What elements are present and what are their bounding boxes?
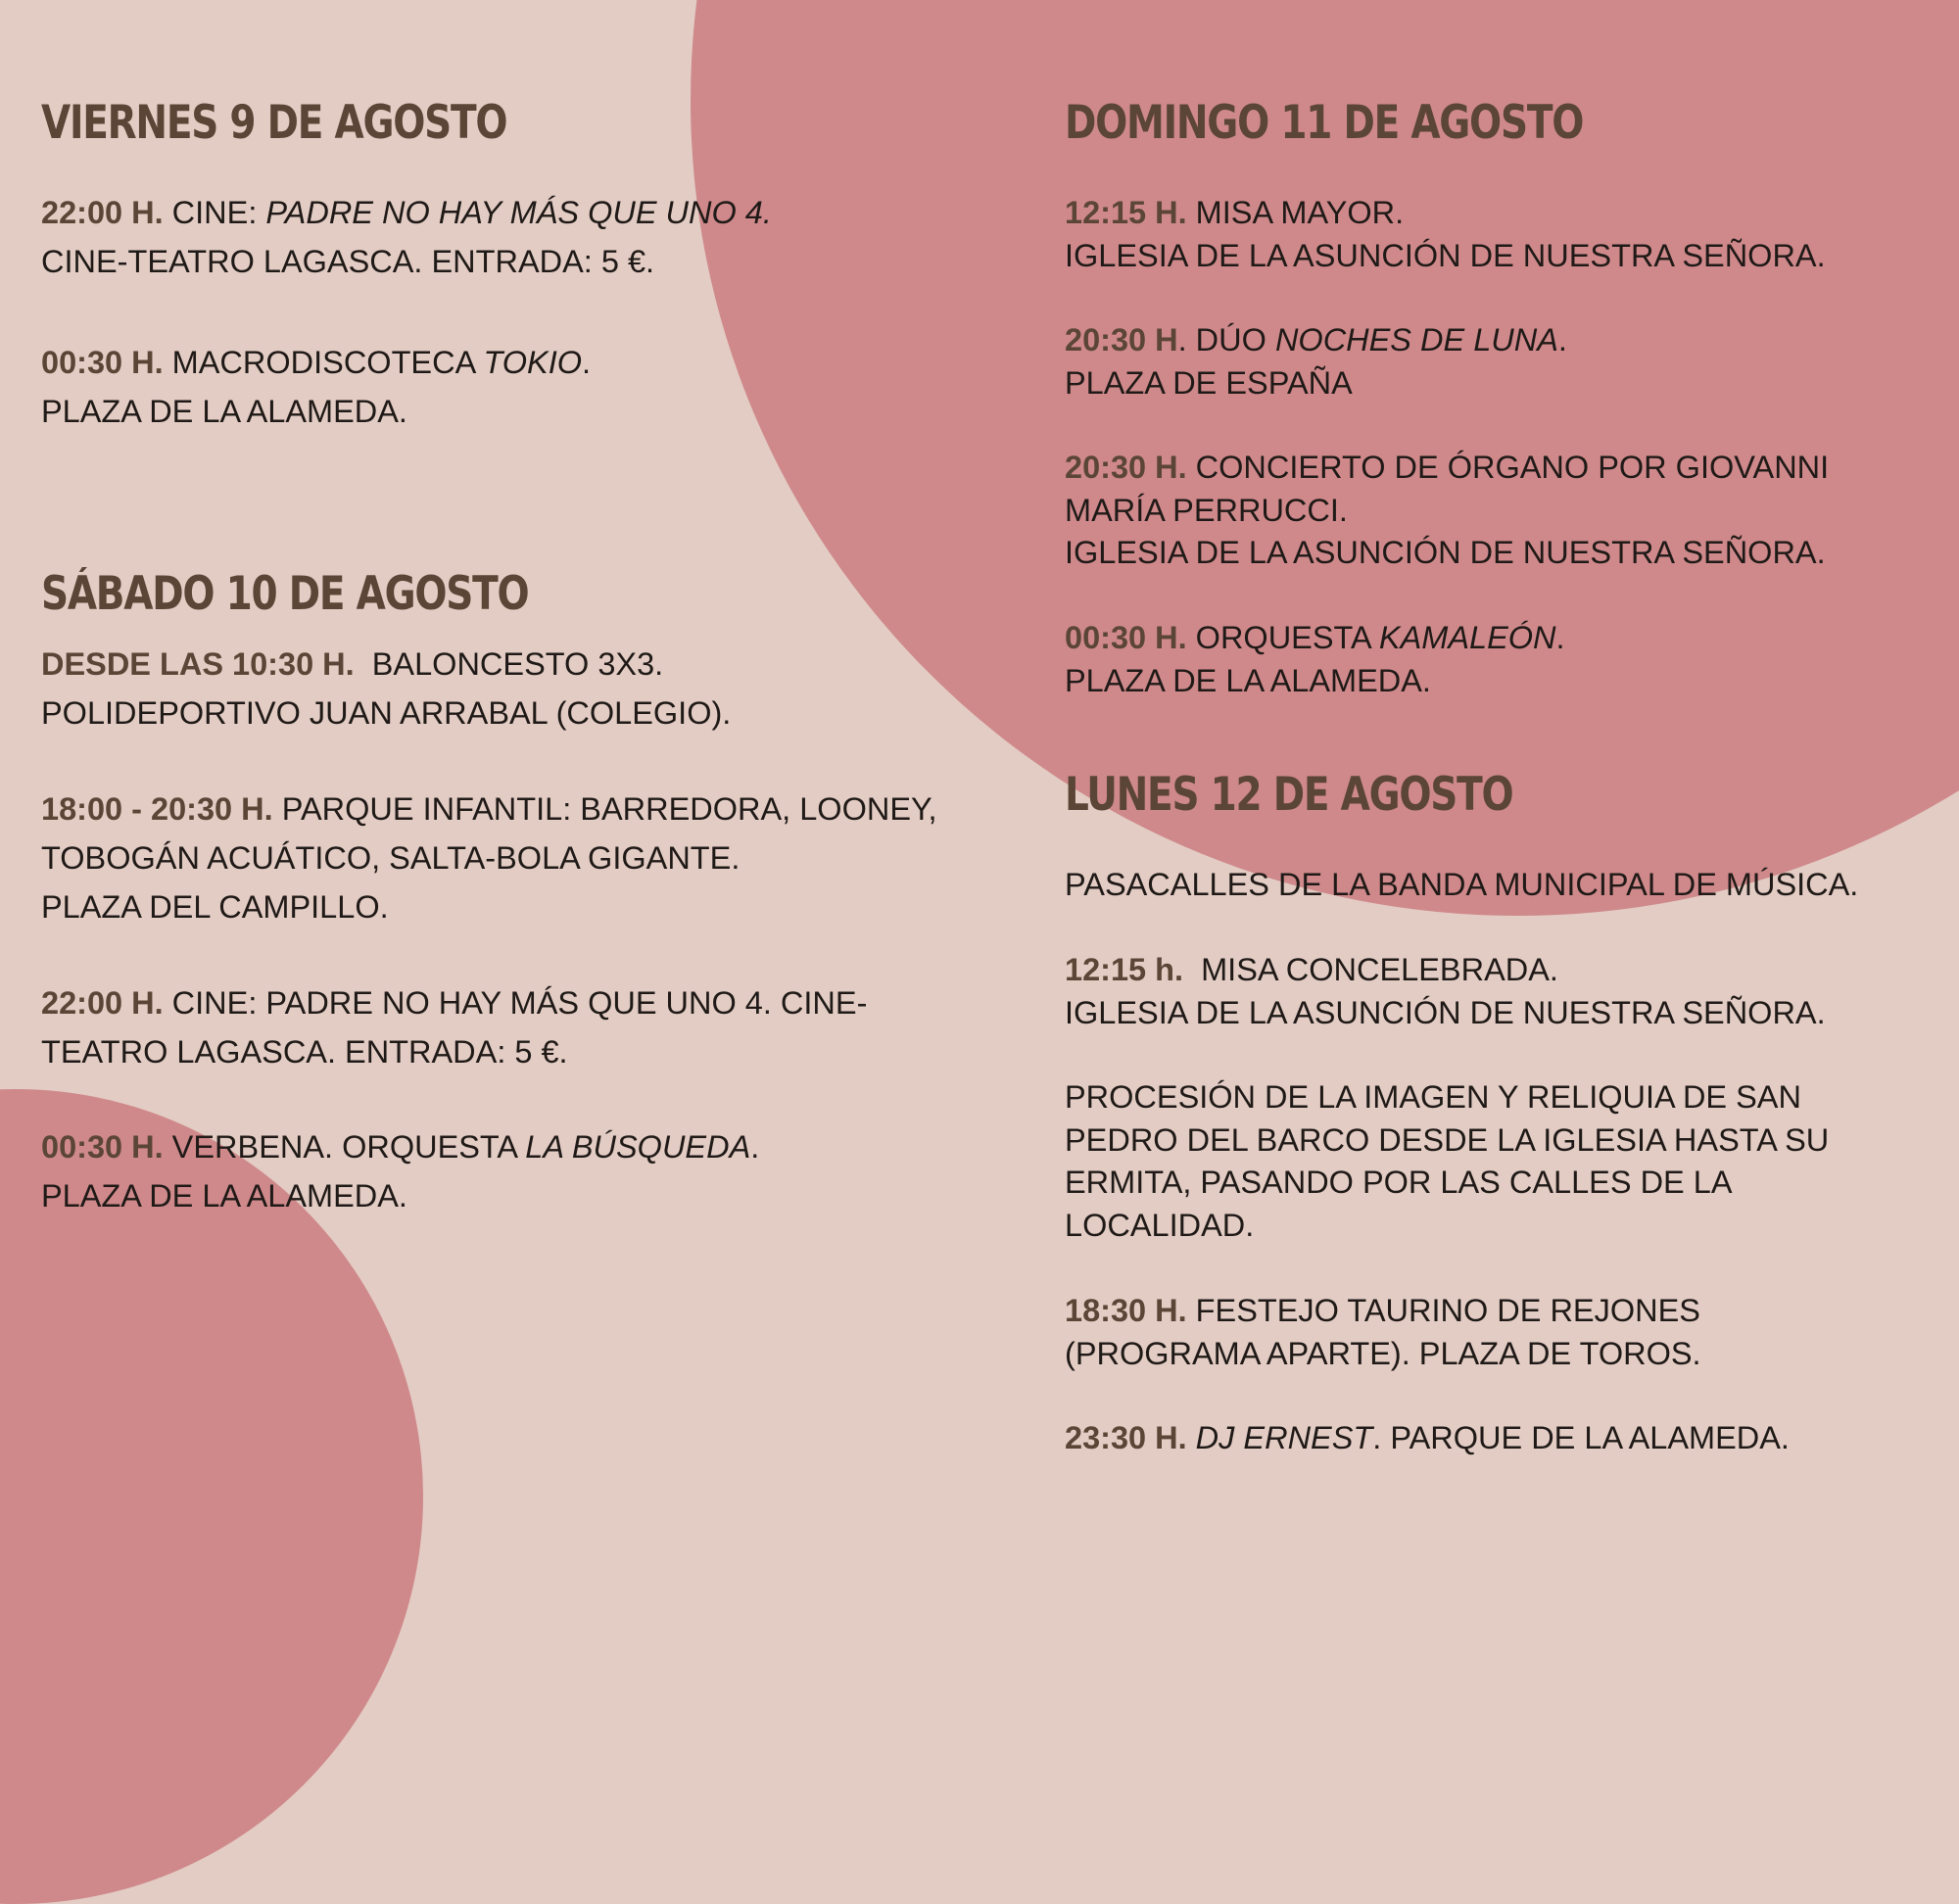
event-domingo-4: 00:30 H. ORQUESTA KAMALEÓN. PLAZA DE LA ALAMEDA. <box>1065 620 1565 698</box>
event-lunes-3: PROCESIÓN DE LA IMAGEN Y RELIQUIA DE SAN PEDRO DEL BARCO DESDE LA IGLESIA HASTA SU ERMITA, PASANDO POR LAS CALLES DE LA LOCALIDAD. <box>1065 1079 1830 1243</box>
event-sabado-3: 22:00 H. CINE: PADRE NO HAY MÁS QUE UNO 4. CINE- TEATRO LAGASCA. ENTRADA: 5 €. <box>41 985 868 1070</box>
event-viernes-1: 22:00 H. CINE: PADRE NO HAY MÁS QUE UNO 4. CINE-TEATRO LAGASCA. ENTRADA: 5 €. <box>41 195 772 279</box>
day-heading-viernes: VIERNES 9 DE AGOSTO <box>41 96 507 150</box>
event-sabado-2: 18:00 - 20:30 H. PARQUE INFANTIL: BARREDORA, LOONEY, TOBOGÁN ACUÁTICO, SALTA-BOLA GIGANTE. PLAZA DEL CAMPILLO. <box>41 791 937 925</box>
event-time: 12:15 h. <box>1065 952 1184 987</box>
event-time: 00:30 H. <box>41 1129 164 1165</box>
event-time: 18:30 H. <box>1065 1293 1187 1328</box>
event-time: 22:00 H. <box>41 985 164 1021</box>
event-sabado-1: DESDE LAS 10:30 H. BALONCESTO 3X3. POLIDEPORTIVO JUAN ARRABAL (COLEGIO). <box>41 646 732 731</box>
day-heading-sabado: SÁBADO 10 DE AGOSTO <box>41 567 529 621</box>
event-sabado-4: 00:30 H. VERBENA. ORQUESTA LA BÚSQUEDA. PLAZA DE LA ALAMEDA. <box>41 1129 760 1214</box>
event-domingo-3: 20:30 H. CONCIERTO DE ÓRGANO POR GIOVANNI MARÍA PERRUCCI. IGLESIA DE LA ASUNCIÓN DE NUESTRA SEÑORA. <box>1065 450 1830 570</box>
event-domingo-2: 20:30 H. DÚO NOCHES DE LUNA. PLAZA DE ESPAÑA <box>1065 322 1567 401</box>
event-time: 20:30 H. <box>1065 450 1187 485</box>
event-time: 00:30 H. <box>41 345 164 380</box>
event-time: 12:15 H. <box>1065 195 1187 230</box>
event-lunes-4: 18:30 H. FESTEJO TAURINO DE REJONES (PROGRAMA APARTE). PLAZA DE TOROS. <box>1065 1293 1701 1371</box>
event-lunes-5: 23:30 H. DJ ERNEST. PARQUE DE LA ALAMEDA. <box>1065 1420 1790 1455</box>
day-heading-lunes: LUNES 12 DE AGOSTO <box>1065 768 1513 822</box>
event-time: 23:30 H. <box>1065 1420 1187 1455</box>
event-time: 22:00 H. <box>41 195 164 230</box>
event-domingo-1: 12:15 H. MISA MAYOR. IGLESIA DE LA ASUNCIÓN DE NUESTRA SEÑORA. <box>1065 195 1826 273</box>
event-viernes-2: 00:30 H. MACRODISCOTECA TOKIO. PLAZA DE LA ALAMEDA. <box>41 345 592 429</box>
event-time: 18:00 - 20:30 H. <box>41 791 273 827</box>
event-lunes-2: 12:15 h. MISA CONCELEBRADA. IGLESIA DE LA ASUNCIÓN DE NUESTRA SEÑORA. <box>1065 952 1826 1030</box>
event-time: 00:30 H. <box>1065 620 1187 655</box>
day-heading-domingo: DOMINGO 11 DE AGOSTO <box>1065 96 1584 150</box>
event-time: 20:30 H <box>1065 322 1178 357</box>
event-lunes-1: PASACALLES DE LA BANDA MUNICIPAL DE MÚSICA. <box>1065 867 1859 902</box>
event-time: DESDE LAS 10:30 H. <box>41 646 355 682</box>
